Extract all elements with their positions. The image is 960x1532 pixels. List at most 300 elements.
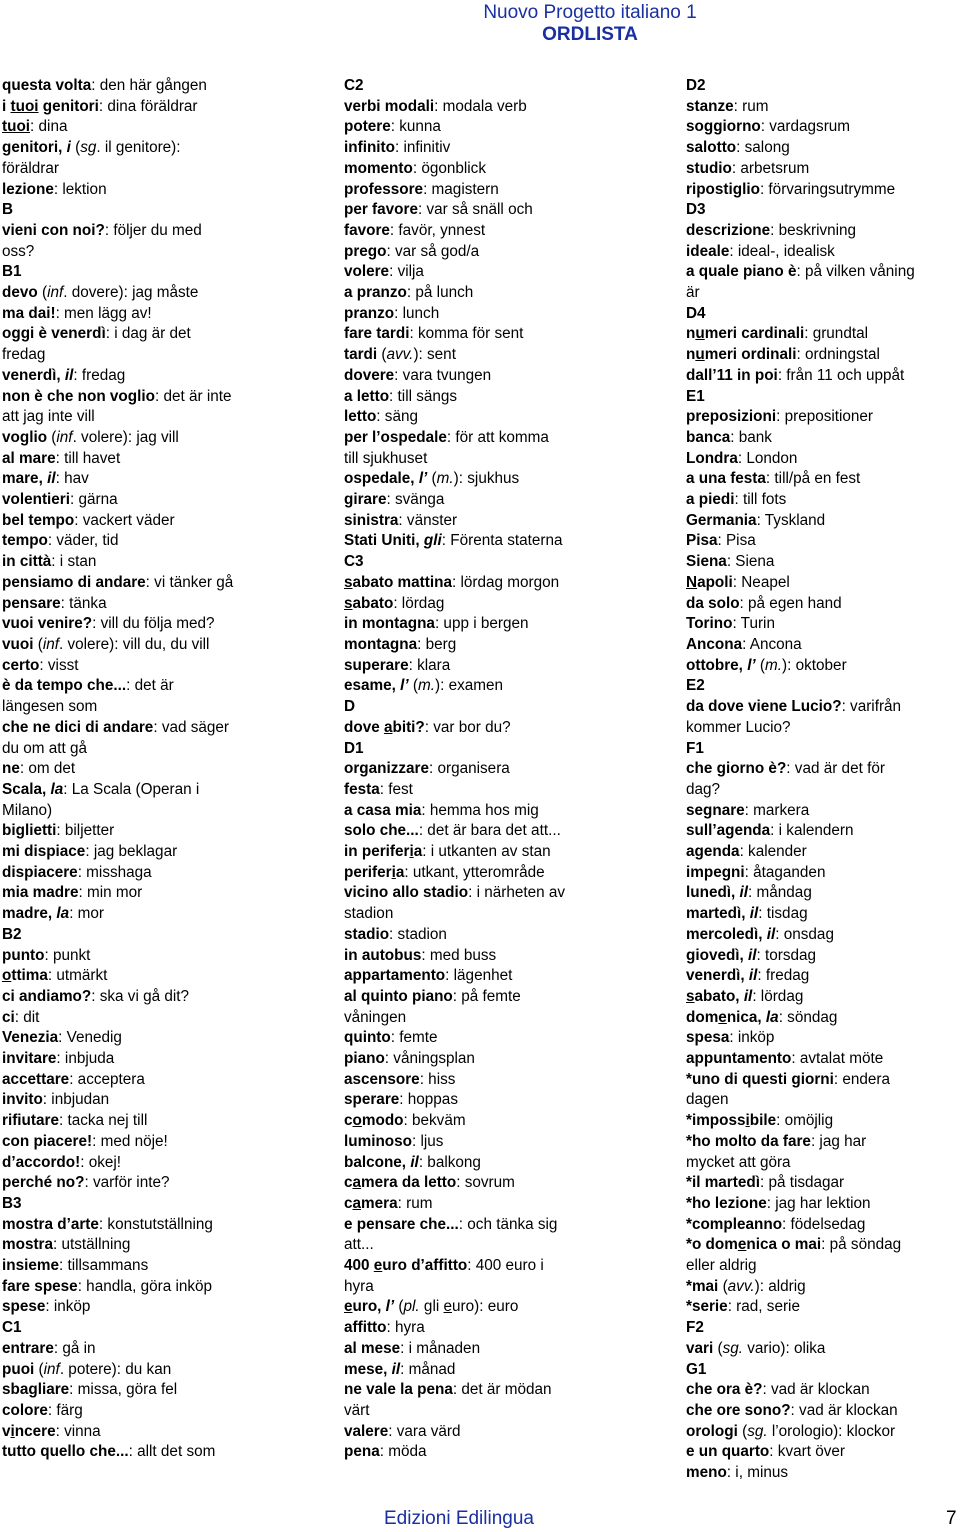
- glossary-entry: [2, 676, 302, 697]
- entry-text: : hoppas: [399, 1091, 458, 1109]
- glossary-entry: [686, 821, 960, 842]
- entry-text: att...: [344, 1236, 374, 1254]
- glossary-entry: [2, 511, 302, 532]
- entry-text: : gärna: [70, 491, 118, 509]
- glossary-entry: [344, 904, 644, 925]
- entry-term: il: [748, 946, 757, 964]
- entry-term: mare,: [2, 470, 48, 488]
- entry-text: : men lägg av!: [55, 304, 152, 322]
- entry-term: a pranzo: [344, 284, 407, 302]
- entry-text: : följer du med: [104, 221, 202, 239]
- entry-term: luminoso: [344, 1132, 412, 1150]
- entry-text: : till sängs: [389, 387, 458, 405]
- entry-text: Milano): [2, 801, 53, 819]
- glossary-entry: [2, 1318, 302, 1339]
- entry-term: martedì,: [686, 905, 750, 923]
- entry-text: : fest: [379, 780, 413, 798]
- entry-term: gli: [423, 532, 442, 550]
- entry-text: : i kalendern: [770, 822, 854, 840]
- entry-text: ): aldrig: [754, 1277, 806, 1295]
- glossary-entry: [344, 1070, 644, 1091]
- entry-term: puoi: [2, 1360, 39, 1378]
- entry-text: avv.: [386, 346, 414, 364]
- entry-term: sull’agenda: [686, 822, 771, 840]
- glossary-entry: [686, 1090, 960, 1111]
- entry-term: in montagna: [344, 615, 435, 633]
- glossary-entry: [344, 1111, 644, 1132]
- glossary-entry: [2, 1442, 302, 1463]
- entry-text: : stadion: [389, 925, 447, 943]
- entry-term: che ora è?: [686, 1381, 763, 1399]
- entry-term: spese: [2, 1298, 46, 1316]
- entry-text: : inbjudan: [42, 1091, 110, 1109]
- glossary-entry: [686, 1360, 960, 1381]
- entry-text: : fredag: [73, 366, 126, 384]
- glossary-entry: [344, 117, 644, 138]
- glossary-entry: [2, 283, 302, 304]
- entry-text: : vad är det för: [786, 760, 885, 778]
- glossary-entry: [2, 1277, 302, 1298]
- glossary-entry: [2, 428, 302, 449]
- glossary-entry: [686, 1339, 960, 1360]
- entry-term: C3: [344, 553, 364, 571]
- glossary-entry: [2, 946, 302, 967]
- entry-term: ospedale,: [344, 470, 419, 488]
- entry-text: inf: [47, 284, 64, 302]
- entry-text: (: [38, 1360, 44, 1378]
- entry-term: al mese: [344, 1339, 401, 1357]
- glossary-entry: [686, 759, 960, 780]
- entry-term: preposizioni: [686, 408, 777, 426]
- entry-text: : födelsedag: [782, 1215, 866, 1233]
- entry-text: : misshaga: [77, 863, 152, 881]
- entry-term: c: [344, 1174, 353, 1192]
- entry-text: : berg: [417, 635, 457, 653]
- entry-term: rifiutare: [2, 1112, 59, 1130]
- entry-text: (: [394, 1298, 404, 1316]
- glossary-entry: [686, 1463, 960, 1484]
- entry-term: è da tempo che...: [2, 677, 127, 695]
- glossary-entry: [2, 842, 302, 863]
- entry-text: : söndag: [778, 1008, 838, 1026]
- page-header: [300, 2, 880, 46]
- glossary-entry: [344, 1297, 644, 1318]
- entry-term: tempo: [2, 532, 48, 550]
- entry-term: a: [413, 843, 423, 861]
- entry-text: (: [51, 428, 57, 446]
- entry-text: : Venedig: [58, 1029, 122, 1047]
- entry-text: (: [427, 470, 437, 488]
- entry-term: pensare: [2, 594, 61, 612]
- glossary-entry: [686, 428, 960, 449]
- glossary-entry: [2, 180, 302, 201]
- glossary-entry: [344, 387, 644, 408]
- entry-text: : säng: [376, 408, 418, 426]
- entry-term: a casa mia: [344, 801, 422, 819]
- entry-term: bile: [749, 1112, 777, 1130]
- entry-term: il: [749, 905, 759, 923]
- entry-text: : vackert väder: [74, 511, 175, 529]
- entry-term: dom: [686, 1008, 719, 1026]
- entry-text: : London: [737, 449, 798, 467]
- entry-term: *serie: [686, 1298, 728, 1316]
- entry-text: : ordningstal: [796, 346, 880, 364]
- entry-term: *uno di questi giorni: [686, 1070, 834, 1088]
- entry-text: : modala verb: [434, 97, 527, 115]
- entry-term: volere: [344, 263, 390, 281]
- entry-text: . volere): jag vill: [72, 428, 179, 446]
- glossary-entry: [344, 1360, 644, 1381]
- entry-term: Siena: [686, 553, 727, 571]
- entry-text: : dina: [30, 118, 68, 136]
- entry-text: : dit: [14, 1008, 40, 1026]
- glossary-entry: [2, 966, 302, 987]
- entry-text: : rad, serie: [727, 1298, 800, 1316]
- entry-term: festa: [344, 780, 380, 798]
- entry-term: D1: [344, 739, 364, 757]
- entry-text: : allt det som: [128, 1443, 216, 1461]
- glossary-entry: [686, 883, 960, 904]
- entry-text: : var så god/a: [386, 242, 480, 260]
- entry-text: : lördag: [393, 594, 445, 612]
- glossary-entry: [344, 1194, 644, 1215]
- entry-text: : hyra: [386, 1319, 425, 1337]
- book-title: Nuovo Progetto italiano 1: [483, 2, 697, 23]
- entry-text: : lägenhet: [445, 967, 513, 985]
- glossary-entry: [344, 1215, 644, 1236]
- entry-term: tardi: [344, 346, 382, 364]
- entry-text: : biljetter: [56, 822, 115, 840]
- entry-term: e: [737, 1236, 747, 1254]
- entry-term: vari: [686, 1339, 718, 1357]
- entry-text: : beskrivning: [770, 221, 857, 239]
- entry-term: infinito: [344, 139, 395, 157]
- entry-term: agenda: [686, 843, 740, 861]
- entry-text: till sjukhuset: [344, 449, 428, 467]
- glossary-entry: [2, 697, 302, 718]
- glossary-entry: [344, 573, 644, 594]
- glossary-entry: [686, 573, 960, 594]
- entry-text: : rum: [733, 97, 769, 115]
- glossary-entry: [344, 304, 644, 325]
- entry-text: sg.: [722, 1339, 743, 1357]
- glossary-entry: [686, 1401, 960, 1422]
- glossary-entry: [344, 1028, 644, 1049]
- entry-text: : infinitiv: [394, 139, 451, 157]
- glossary-entry: [2, 1339, 302, 1360]
- entry-term: certo: [2, 656, 40, 674]
- entry-term: mera da letto: [361, 1174, 457, 1192]
- entry-term: verbi modali: [344, 97, 435, 115]
- glossary-entry: [2, 1235, 302, 1256]
- entry-text: : jag har lektion: [766, 1194, 871, 1212]
- entry-term: professore: [344, 180, 424, 198]
- glossary-entry: [686, 1235, 960, 1256]
- entry-text: : markera: [744, 801, 810, 819]
- glossary-entry: [344, 759, 644, 780]
- entry-term: u: [695, 325, 705, 343]
- entry-text: : på vilken våning: [796, 263, 915, 281]
- glossary-entry: [344, 863, 644, 884]
- entry-term: mi dispiace: [2, 843, 86, 861]
- entry-term: mercoledì,: [686, 925, 767, 943]
- entry-text: pl.: [403, 1298, 420, 1316]
- glossary-entry: [2, 200, 302, 221]
- entry-term: affitto: [344, 1319, 387, 1337]
- entry-term: mia madre: [2, 884, 79, 902]
- entry-term: *ho lezione: [686, 1194, 767, 1212]
- entry-text: : om det: [19, 760, 76, 778]
- glossary-entry: [344, 1173, 644, 1194]
- entry-text: ): sjukhus: [453, 470, 520, 488]
- entry-text: : var bor du?: [424, 718, 511, 736]
- entry-text: : organisera: [429, 760, 510, 778]
- glossary-entry: [344, 1090, 644, 1111]
- entry-term: mostra: [2, 1236, 54, 1254]
- entry-text: längesen som: [2, 698, 98, 716]
- entry-term: mostra d’arte: [2, 1215, 99, 1233]
- entry-text: (: [722, 1277, 728, 1295]
- glossary-entry: [344, 635, 644, 656]
- entry-text: : ögonblick: [412, 159, 486, 177]
- entry-term: la: [50, 780, 64, 798]
- entry-text: : det är: [126, 677, 174, 695]
- entry-term: il: [47, 470, 56, 488]
- entry-term: modo: [361, 1112, 404, 1130]
- entry-term: E1: [686, 387, 705, 405]
- entry-text: : förvaringsutrymme: [759, 180, 896, 198]
- glossary-entry: [2, 469, 302, 490]
- glossary-entry: [2, 304, 302, 325]
- entry-text: : varför inte?: [84, 1174, 170, 1192]
- glossary-entry: [344, 76, 644, 97]
- glossary-entry: [2, 324, 302, 345]
- glossary-entry: [686, 97, 960, 118]
- glossary-entry: [2, 221, 302, 242]
- entry-term: G1: [686, 1360, 707, 1378]
- entry-text: : vara värd: [388, 1422, 461, 1440]
- entry-term: accettare: [2, 1070, 70, 1088]
- entry-text: : konstutställning: [98, 1215, 213, 1233]
- glossary-entry: [686, 387, 960, 408]
- entry-term: ne vale la pena: [344, 1381, 453, 1399]
- glossary-entry: [2, 97, 302, 118]
- glossary-entry: [344, 780, 644, 801]
- entry-text: : 400 euro i: [467, 1257, 544, 1275]
- glossary-column-3: [686, 76, 960, 1484]
- glossary-entry: [344, 1132, 644, 1153]
- entry-term: tuoi: [10, 97, 39, 115]
- entry-term: e pensare che...: [344, 1215, 459, 1233]
- glossary-entry: [344, 1277, 644, 1298]
- glossary-entry: [344, 1008, 644, 1029]
- entry-text: inf: [42, 635, 59, 653]
- entry-term: letto: [344, 408, 377, 426]
- glossary-entry: [2, 594, 302, 615]
- entry-text: (: [37, 635, 43, 653]
- entry-term: genitori,: [2, 139, 67, 157]
- glossary-entry: [2, 1070, 302, 1091]
- entry-term: a letto: [344, 387, 390, 405]
- entry-term: per favore: [344, 201, 418, 219]
- glossary-entry: [344, 180, 644, 201]
- entry-term: la: [765, 1008, 779, 1026]
- entry-term: B3: [2, 1194, 22, 1212]
- entry-term: madre,: [2, 905, 57, 923]
- glossary-entry: [2, 614, 302, 635]
- glossary-entry: [344, 1422, 644, 1443]
- entry-term: o: [2, 967, 12, 985]
- entry-text: : sovrum: [456, 1174, 515, 1192]
- entry-text: att jag inte vill: [2, 408, 95, 426]
- entry-text: : min mor: [78, 884, 143, 902]
- section-title: ORDLISTA: [542, 24, 638, 45]
- entry-text: : gå in: [53, 1339, 96, 1357]
- entry-term: la: [56, 905, 70, 923]
- entry-term: stanze: [686, 97, 734, 115]
- entry-term: F2: [686, 1319, 704, 1337]
- entry-text: : möda: [379, 1443, 427, 1461]
- glossary-entry: [686, 469, 960, 490]
- entry-text: : Ancona: [742, 635, 802, 653]
- glossary-entry: [686, 1070, 960, 1091]
- entry-text: : i månaden: [400, 1339, 481, 1357]
- entry-term: e: [373, 1257, 383, 1275]
- glossary-entry: [686, 904, 960, 925]
- entry-term: salotto: [686, 139, 737, 157]
- glossary-entry: [686, 1132, 960, 1153]
- entry-term: mese,: [344, 1360, 392, 1378]
- glossary-entry: [344, 718, 644, 739]
- glossary-entry: [2, 987, 302, 1008]
- entry-text: : komma för sent: [409, 325, 524, 343]
- glossary-entry: [2, 635, 302, 656]
- glossary-entry: [2, 1360, 302, 1381]
- glossary-column-1: [2, 76, 302, 1463]
- entry-text: : hiss: [419, 1070, 456, 1088]
- glossary-entry: [686, 1049, 960, 1070]
- glossary-entry: [344, 200, 644, 221]
- glossary-entry: [344, 552, 644, 573]
- glossary-entry: [2, 1401, 302, 1422]
- entry-text: m.: [436, 470, 454, 488]
- entry-term: a: [395, 863, 405, 881]
- entry-term: pranzo: [344, 304, 395, 322]
- glossary-entry: [686, 656, 960, 677]
- glossary-entry: [686, 324, 960, 345]
- glossary-entry: [2, 552, 302, 573]
- entry-term: abato: [352, 594, 394, 612]
- entry-text: : omöjlig: [776, 1112, 834, 1130]
- entry-text: : lektion: [53, 180, 107, 198]
- entry-text: m.: [418, 677, 435, 695]
- glossary-entry: [344, 676, 644, 697]
- entry-text: : den här gången: [91, 77, 207, 94]
- entry-text: : vi tänker gå: [145, 573, 234, 591]
- glossary-entry: [686, 594, 960, 615]
- entry-term: c: [344, 1194, 353, 1212]
- entry-term: Torino: [686, 615, 733, 633]
- entry-term: ncere: [14, 1422, 56, 1440]
- entry-text: ): oktober: [782, 656, 847, 674]
- entry-text: : rum: [397, 1194, 433, 1212]
- entry-term: segnare: [686, 801, 745, 819]
- glossary-entry: [2, 759, 302, 780]
- glossary-entry: [686, 1194, 960, 1215]
- entry-text: eller aldrig: [686, 1257, 757, 1275]
- glossary-entry: [686, 1173, 960, 1194]
- glossary-entry: [2, 117, 302, 138]
- entry-text: dagen: [686, 1091, 729, 1109]
- entry-text: : Tyskland: [756, 511, 826, 529]
- publisher-name: Edizioni Edilingua: [384, 1508, 534, 1529]
- entry-term: a: [352, 1174, 362, 1192]
- entry-text: : kunna: [390, 118, 441, 136]
- entry-term: ma dai!: [2, 304, 56, 322]
- entry-term: colore: [2, 1402, 48, 1419]
- entry-text: uro): euro: [452, 1298, 519, 1316]
- entry-term: vieni con noi?: [2, 221, 105, 239]
- entry-text: : tillsammans: [58, 1257, 149, 1275]
- entry-text: : Turin: [732, 615, 775, 633]
- entry-term: l’: [385, 1298, 395, 1316]
- entry-term: tuoi: [2, 118, 31, 136]
- glossary-entry: [344, 324, 644, 345]
- entry-text: : inbjuda: [56, 1050, 115, 1068]
- entry-text: värt: [344, 1402, 370, 1419]
- glossary-entry: [344, 1318, 644, 1339]
- entry-text: : okej!: [80, 1153, 122, 1171]
- entry-text: : missa, göra fel: [69, 1381, 178, 1399]
- glossary-entry: [2, 407, 302, 428]
- glossary-entry: [2, 1111, 302, 1132]
- entry-term: i: [10, 1422, 15, 1440]
- entry-term: non è che non voglio: [2, 387, 155, 405]
- entry-term: bel tempo: [2, 511, 75, 529]
- entry-text: : fredag: [757, 967, 810, 985]
- glossary-entry: [686, 1153, 960, 1174]
- entry-term: stadio: [344, 925, 390, 943]
- entry-term: punto: [2, 946, 45, 964]
- glossary-entry: [686, 304, 960, 325]
- entry-text: föräldrar: [2, 159, 59, 177]
- entry-term: biti?: [392, 718, 425, 736]
- entry-text: : inköp: [45, 1298, 91, 1316]
- glossary-entry: [686, 511, 960, 532]
- entry-text: sg.: [747, 1422, 768, 1440]
- entry-term: banca: [686, 428, 731, 446]
- glossary-entry: [686, 283, 960, 304]
- entry-text: kommer Lucio?: [686, 718, 791, 736]
- entry-term: dispiacere: [2, 863, 78, 881]
- glossary-entry: [2, 925, 302, 946]
- entry-term: girare: [344, 491, 387, 509]
- glossary-entry: [344, 97, 644, 118]
- entry-term: il: [64, 366, 74, 384]
- entry-term: che giorno è?: [686, 760, 787, 778]
- entry-text: : åtaganden: [744, 863, 826, 881]
- entry-term: C2: [344, 77, 364, 94]
- glossary-entry: [686, 801, 960, 822]
- entry-text: ): examen: [435, 677, 504, 695]
- glossary-entry: [2, 531, 302, 552]
- entry-term: insieme: [2, 1257, 59, 1275]
- entry-term: Ancona: [686, 635, 743, 653]
- entry-term: fare spese: [2, 1277, 78, 1295]
- entry-text: : salong: [736, 139, 790, 157]
- entry-term: n: [686, 346, 696, 364]
- glossary-entry: [686, 552, 960, 573]
